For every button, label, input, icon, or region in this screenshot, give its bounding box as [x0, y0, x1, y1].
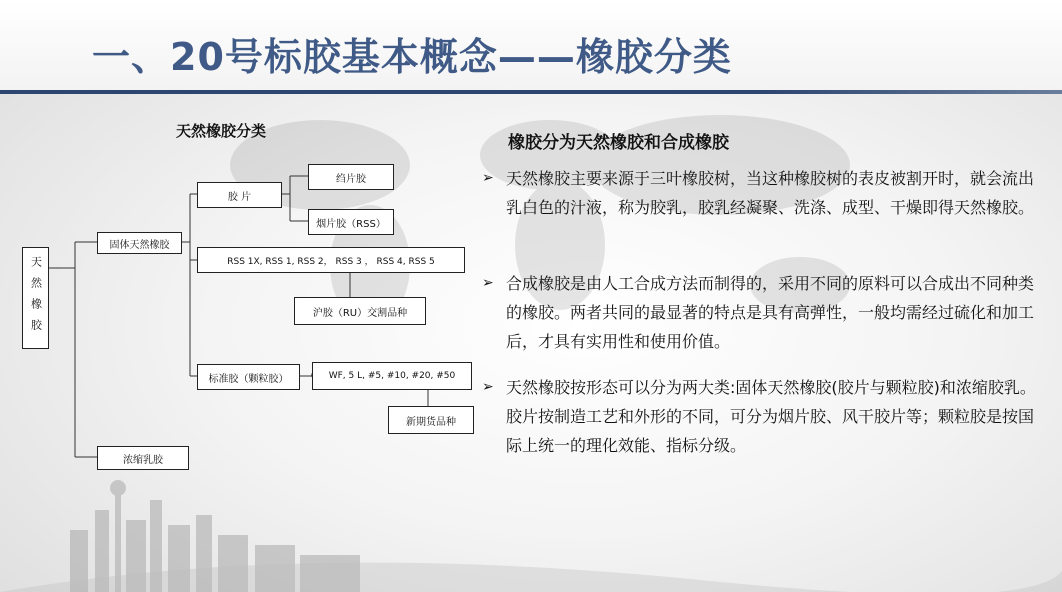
node-natural-rubber: 天然橡胶: [22, 247, 49, 349]
bullet-text: 天然橡胶主要来源于三叶橡胶树，当这种橡胶树的表皮被割开时，就会流出乳白色的汁液，称为胶乳，胶乳经凝聚、洗涤、成型、干燥即得天然橡胶。: [506, 169, 1035, 217]
node-solid-natural-rubber: 固体天然橡胶: [97, 232, 182, 254]
node-new-futures: 新期货品种: [388, 406, 474, 434]
node-rss-grades: RSS 1X, RSS 1, RSS 2， RSS 3 ， RSS 4, RSS 5: [197, 247, 465, 273]
node-tsr-grades: WF, 5 L, #5, #10, #20, #50: [312, 362, 472, 390]
node-sheet-rubber: 胶 片: [197, 182, 282, 208]
diagram-title: 天然橡胶分类: [176, 122, 267, 140]
page-title: 一、20号标胶基本概念——橡胶分类: [92, 35, 732, 79]
node-crepe-rubber: 绉片胶: [308, 164, 394, 190]
node-concentrated-latex: 浓缩乳胶: [97, 446, 189, 470]
node-shfe-delivery: 沪胶（RU）交割品种: [294, 297, 426, 325]
bullet-text: 合成橡胶是由人工合成方法而制得的，采用不同的原料可以合成出不同种类的橡胶。两者共同的最显著的特点是具有高弹性，一般均需经过硫化和加工后，才具有实用性和使用价值。: [506, 274, 1035, 351]
bullet-text: 天然橡胶按形态可以分为两大类:固体天然橡胶(胶片与颗粒胶)和浓缩胶乳。胶片按制造工艺和外形的不同，可分为烟片胶、风干胶片等；颗粒胶是按国际上统一的理化效能、指标分级。: [506, 378, 1036, 455]
arrow-bullet-icon: ➢: [482, 379, 494, 395]
node-standard-rubber: 标准胶（颗粒胶）: [197, 364, 300, 390]
arrow-bullet-icon: ➢: [482, 170, 494, 186]
arrow-bullet-icon: ➢: [482, 275, 494, 291]
node-smoked-sheet: 烟片胶（RSS）: [308, 209, 394, 235]
content-heading: 橡胶分为天然橡胶和合成橡胶: [508, 133, 729, 153]
